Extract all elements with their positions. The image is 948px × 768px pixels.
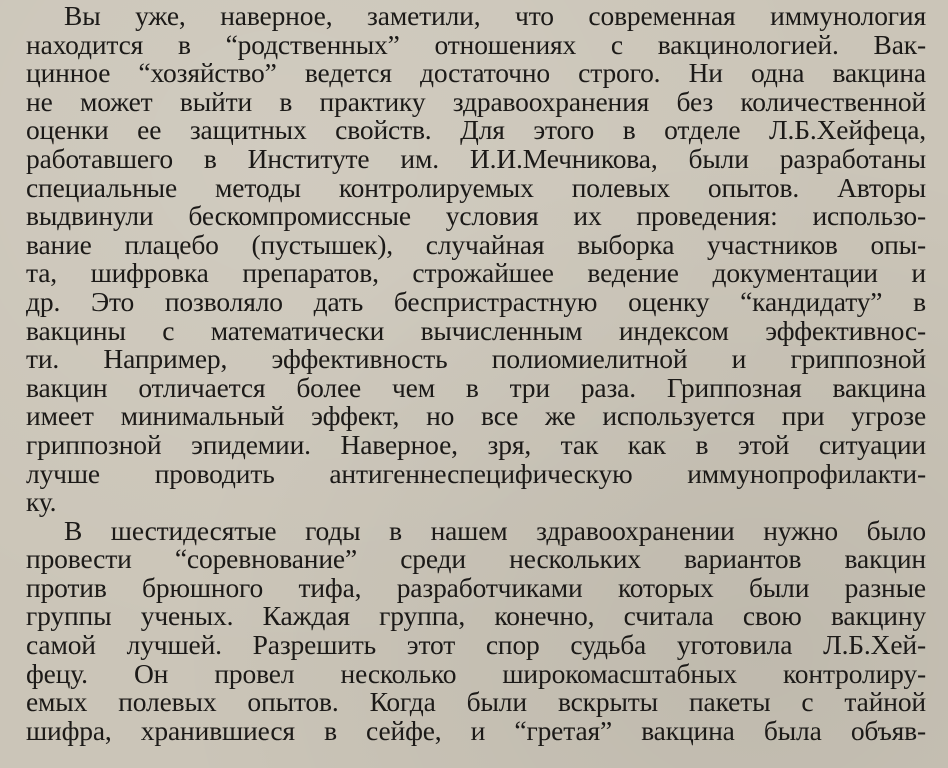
text-line: цинное “хозяйство” ведется достаточно строго. Ни одна вакцина [26,57,926,89]
text-line: группы ученых. Каждая группа, конечно, считала свою вакцину [26,600,926,632]
text-line: работавшего в Институте им. И.И.Мечникова, были разработаны [26,142,926,174]
text-line: не может выйти в практику здравоохранения без количественной [26,85,926,117]
text-line: специальные методы контролируемых полевых опытов. Авторы [26,171,926,203]
text-line: находится в “родственных” отношениях с вакцинологией. Вак- [26,28,926,60]
text-line: вакцины с математически вычисленным индексом эффективнос- [26,314,926,346]
paragraph-1 [26,2,926,517]
text-line: шифра, хранившиеся в сейфе, и “гретая” вакцина была объяв- [26,714,926,746]
page-text [26,2,926,745]
text-line: вакцин отличается более чем в три раза. Гриппозная вакцина [26,371,926,403]
text-line: имеет минимальный эффект, но все же используется при угрозе [26,400,926,432]
text-line: фецу. Он провел несколько широкомасштабных контролиру- [26,657,926,689]
text-line: выдвинули бескомпромиссные условия их проведения: использо- [26,200,926,232]
text-line: провести “соревнование” среди нескольких вариантов вакцин [26,543,926,575]
text-line: др. Это позволяло дать беспристрастную оценку “кандидату” в [26,285,926,317]
text-line: гриппозной эпидемии. Наверное, зря, так как в этой ситуации [26,428,926,460]
text-line: В шестидесятые годы в нашем здравоохранении нужно было [64,514,926,546]
text-line: оценки ее защитных свойств. Для этого в отделе Л.Б.Хейфеца, [26,114,926,146]
text-line: Вы уже, наверное, заметили, что современная иммунология [64,0,926,31]
text-line: вание плацебо (пустышек), случайная выборка участников опы- [26,228,926,260]
text-line: против брюшного тифа, разработчиками которых были разные [26,571,926,603]
text-line: ку. [26,486,57,518]
paragraph-2 [26,514,926,746]
text-line: ти. Например, эффективность полиомиелитной и гриппозной [26,343,926,375]
text-line: самой лучшей. Разрешить этот спор судьба уготовила Л.Б.Хей- [26,629,926,661]
text-line: та, шифровка препаратов, строжайшее ведение документации и [26,257,926,289]
text-line: емых полевых опытов. Когда были вскрыты пакеты с тайной [26,686,926,718]
text-line: лучше проводить антигеннеспецифическую иммунопрофилакти- [26,457,926,489]
